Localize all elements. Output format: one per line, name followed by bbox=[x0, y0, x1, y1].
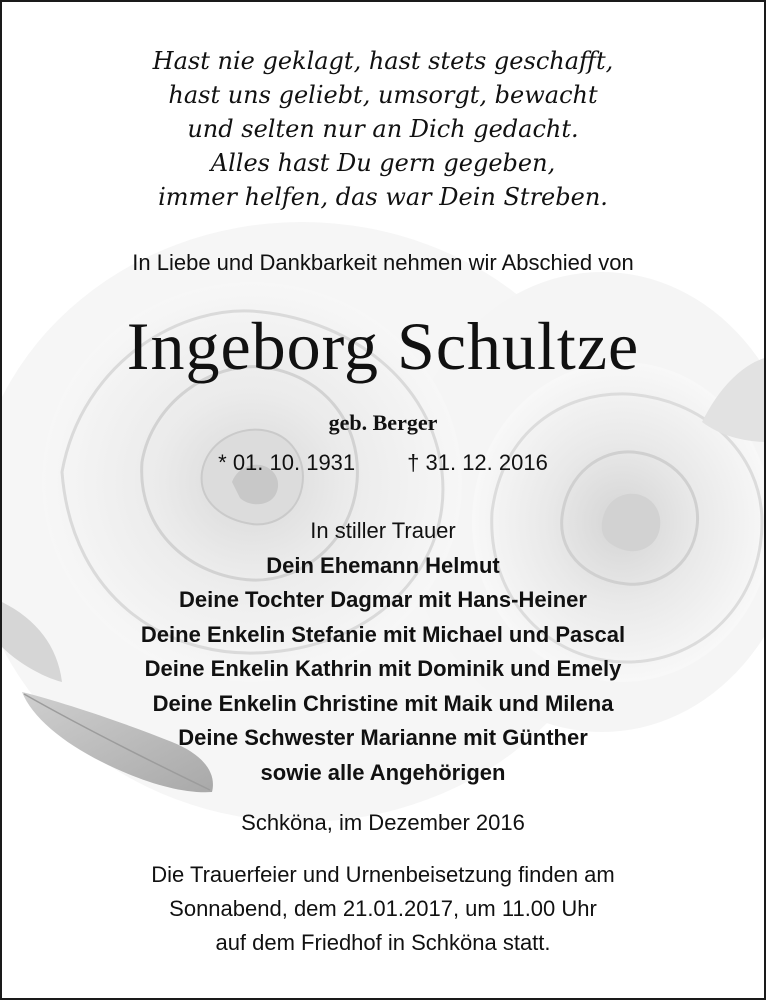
poem-line: immer helfen, das war Dein Streben. bbox=[158, 183, 608, 211]
mourner-row: Deine Enkelin Christine mit Maik und Milena bbox=[152, 690, 614, 716]
mourner-row: Deine Tochter Dagmar mit Hans-Heiner bbox=[179, 587, 587, 612]
mourner-row: sowie alle Angehörigen bbox=[260, 759, 506, 785]
place-and-date: Schköna, im Dezember 2016 bbox=[241, 810, 525, 835]
birth-date: * 01. 10. 1931 bbox=[218, 450, 356, 475]
funeral-line: Sonnabend, dem 21.01.2017, um 11.00 Uhr bbox=[169, 896, 597, 921]
funeral-line: auf dem Friedhof in Schköna statt. bbox=[215, 930, 551, 955]
mourner-row: Dein Ehemann Helmut bbox=[266, 552, 500, 578]
mourner-row: Deine Enkelin Kathrin mit Dominik und Emely bbox=[144, 656, 622, 681]
mourner-row: Deine Schwester Marianne mit Günther bbox=[178, 725, 588, 750]
mourner-row: Deine Enkelin Stefanie mit Michael und Pascal bbox=[140, 621, 626, 647]
mourners-list bbox=[2, 514, 764, 790]
mourning-heading: In stiller Trauer bbox=[310, 518, 456, 543]
memorial-poem bbox=[2, 44, 764, 214]
poem-line: Hast nie geklagt, hast stets geschafft, bbox=[152, 47, 614, 75]
poem-line: und selten nur an Dich gedacht. bbox=[187, 115, 579, 143]
poem-line: Alles hast Du gern gegeben, bbox=[210, 149, 556, 177]
life-dates bbox=[2, 448, 764, 478]
birth-name: geb. Berger bbox=[328, 410, 438, 435]
funeral-line: Die Trauerfeier und Urnenbeisetzung finden am bbox=[151, 862, 615, 887]
death-date: † 31. 12. 2016 bbox=[407, 450, 548, 475]
deceased-name: Ingeborg Schultze bbox=[126, 308, 640, 384]
funeral-details bbox=[2, 858, 764, 960]
poem-line: hast uns geliebt, umsorgt, bewacht bbox=[168, 81, 598, 109]
farewell-intro: In Liebe und Dankbarkeit nehmen wir Abschied von bbox=[132, 250, 634, 275]
